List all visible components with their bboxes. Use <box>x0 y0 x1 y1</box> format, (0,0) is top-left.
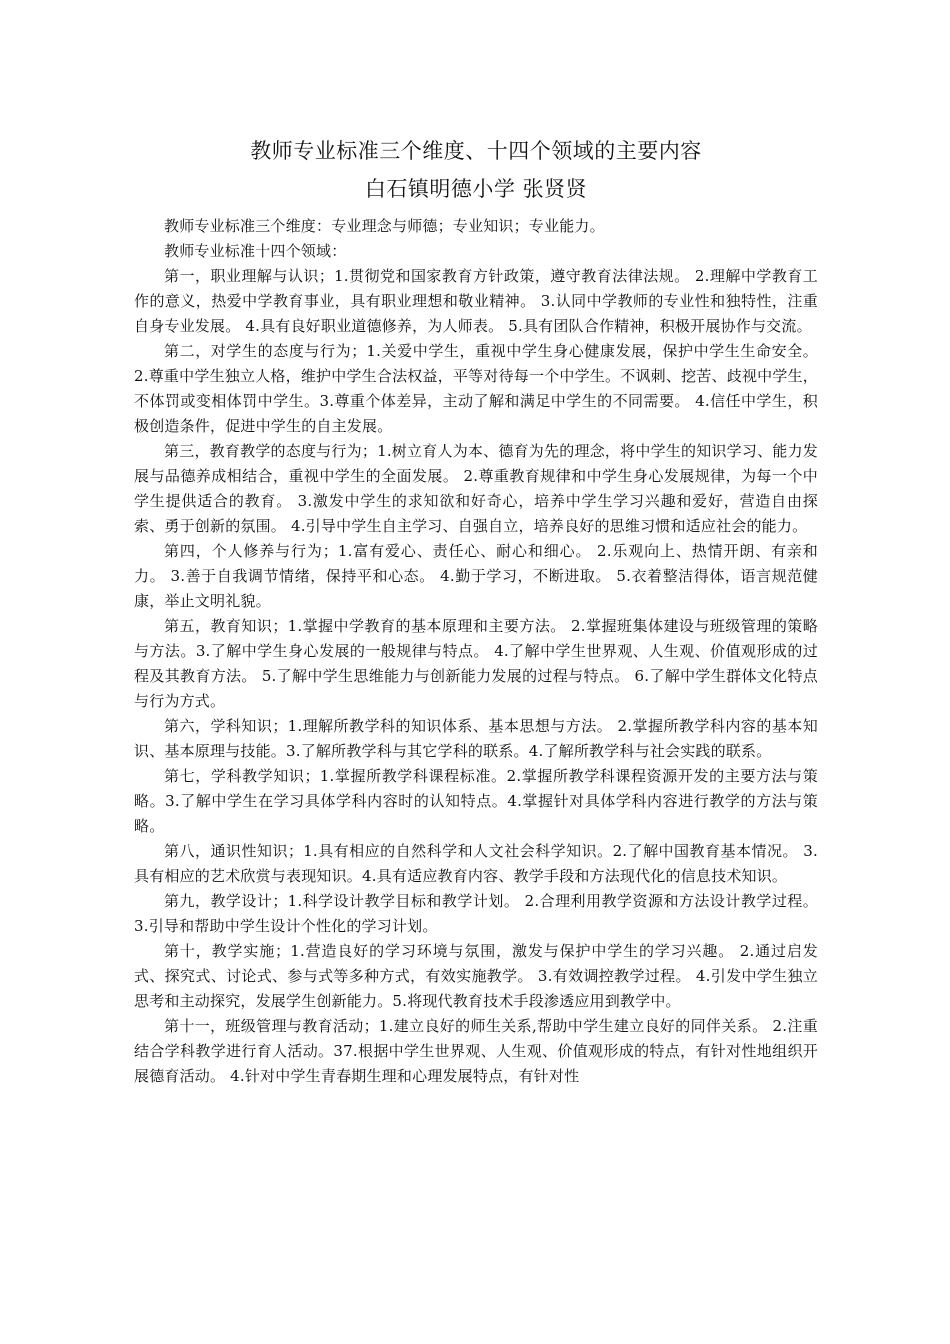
paragraph-fields-intro: 教师专业标准十四个领域： <box>164 242 347 260</box>
paragraph-field-6: 第六，学科知识；1.理解所教学科的知识体系、基本思想与方法。 2.掌握所教学科内容的基本知识、基本原理与技能。3.了解所教学科与其它学科的联系。4.了解所教学科与社会实践的联系。 <box>134 717 818 760</box>
paragraph-field-2: 第二，对学生的态度与行为；1.关爱中学生，重视中学生身心健康发展，保护中学生生命安全。 2.尊重中学生独立人格，维护中学生合法权益，平等对待每一个中学生。不讽刺、挖苦、歧视中学生，不体罚或变相体罚中学生。3.尊重个体差异，主动了解和满足中学生的不同需要。 4.信任中学生，积极创造条件，促进中学生的自主发展。 <box>134 342 818 435</box>
paragraph-field-4: 第四，个人修养与行为；1.富有爱心、责任心、耐心和细心。 2.乐观向上、热情开朗、有亲和力。 3.善于自我调节情绪，保持平和心态。 4.勤于学习，不断进取。 5.衣着整洁得体，语言规范健康，举止文明礼貌。 <box>134 542 818 610</box>
paragraph-field-10: 第十，教学实施；1.营造良好的学习环境与氛围，激发与保护中学生的学习兴趣。 2.通过启发式、探究式、讨论式、参与式等多种方式，有效实施教学。 3.有效调控教学过程。 4.引发中学生独立思考和主动探究，发展学生创新能力。5.将现代教育技术手段渗透应用到教学中。 <box>134 942 818 1010</box>
paragraph-field-11: 第十一，班级管理与教育活动；1.建立良好的师生关系,帮助中学生建立良好的同伴关系。 2.注重结合学科教学进行育人活动。37.根据中学生世界观、人生观、价值观形成的特点，有针对性地组织开展德育活动。 4.针对中学生青春期生理和心理发展特点，有针对性 <box>134 1017 818 1085</box>
document-page <box>134 132 818 1089</box>
document-title: 教师专业标准三个维度、十四个领域的主要内容 <box>250 139 702 163</box>
paragraph-field-3: 第三，教育教学的态度与行为；1.树立育人为本、德育为先的理念，将中学生的知识学习、能力发展与品德养成相结合，重视中学生的全面发展。 2.尊重教育规律和中学生身心发展规律，为每一个中学生提供适合的教育。 3.激发中学生的求知欲和好奇心，培养中学生学习兴趣和爱好，营造自由探索、勇于创新的氛围。 4.引导中学生自主学习、自强自立，培养良好的思维习惯和适应社会的能力。 <box>134 442 818 535</box>
paragraph-field-1: 第一，职业理解与认识；1.贯彻党和国家教育方针政策，遵守教育法律法规。 2.理解中学教育工作的意义，热爱中学教育事业，具有职业理想和敬业精神。 3.认同中学教师的专业性和独特性，注重自身专业发展。 4.具有良好职业道德修养，为人师表。 5.具有团队合作精神，积极开展协作与交流。 <box>134 267 818 335</box>
paragraph-field-7: 第七，学科教学知识；1.掌握所教学科课程标准。2.掌握所教学科课程资源开发的主要方法与策略。3.了解中学生在学习具体学科内容时的认知特点。4.掌握针对具体学科内容进行教学的方法与策略。 <box>134 767 818 835</box>
paragraph-field-5: 第五，教育知识；1.掌握中学教育的基本原理和主要方法。 2.掌握班集体建设与班级管理的策略与方法。3.了解中学生身心发展的一般规律与特点。 4.了解中学生世界观、人生观、价值观形成的过程及其教育方法。 5.了解中学生思维能力与创新能力发展的过程与特点。 6.了解中学生群体文化特点与行为方式。 <box>134 617 818 710</box>
paragraph-field-9: 第九，教学设计；1.科学设计教学目标和教学计划。 2.合理利用教学资源和方法设计教学过程。 3.引导和帮助中学生设计个性化的学习计划。 <box>134 892 818 935</box>
document-author: 白石镇明德小学 张贤贤 <box>364 177 588 201</box>
paragraph-field-8: 第八，通识性知识；1.具有相应的自然科学和人文社会科学知识。2.了解中国教育基本情况。 3.具有相应的艺术欣赏与表现知识。4.具有适应教育内容、教学手段和方法现代化的信息技术知识。 <box>134 842 818 885</box>
paragraph-dimensions: 教师专业标准三个维度：专业理念与师德；专业知识；专业能力。 <box>164 217 605 235</box>
